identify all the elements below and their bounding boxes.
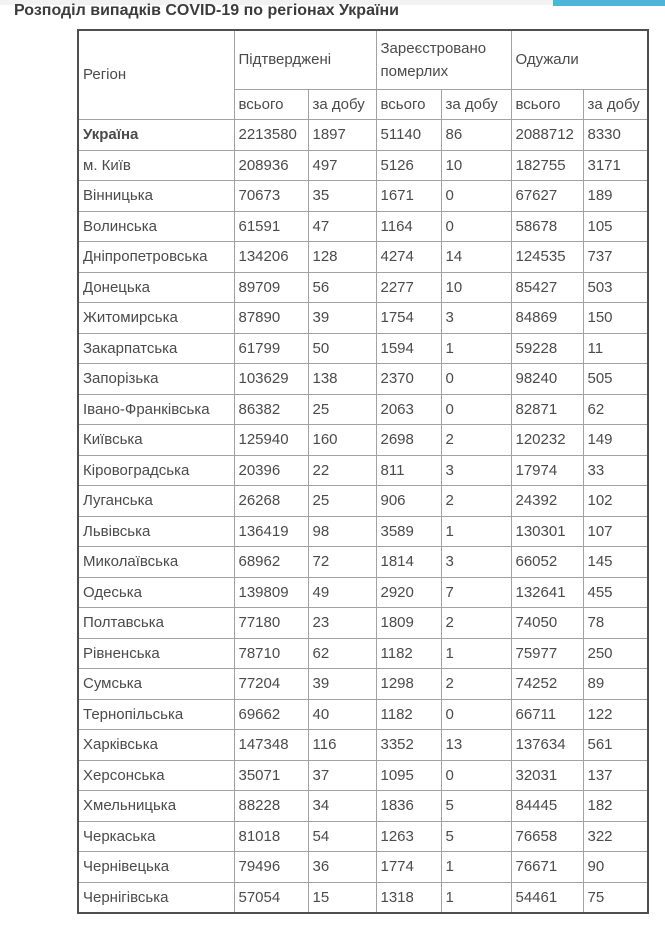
accent-bar xyxy=(553,0,665,6)
table-row xyxy=(78,669,648,700)
value-cell: 2 xyxy=(441,425,511,456)
value-cell: 77180 xyxy=(234,608,308,639)
value-cell: 322 xyxy=(583,821,648,852)
value-cell: 1 xyxy=(441,333,511,364)
value-cell: 102 xyxy=(583,486,648,517)
value-cell: 68962 xyxy=(234,547,308,578)
table-row xyxy=(78,516,648,547)
confirmed-total-subheader: всього xyxy=(234,90,308,120)
region-cell: Вінницька xyxy=(78,181,234,212)
value-cell: 7 xyxy=(441,577,511,608)
value-cell: 66052 xyxy=(511,547,583,578)
value-cell: 2920 xyxy=(376,577,441,608)
value-cell: 13 xyxy=(441,730,511,761)
value-cell: 2698 xyxy=(376,425,441,456)
value-cell: 10 xyxy=(441,272,511,303)
value-cell: 2 xyxy=(441,669,511,700)
value-cell: 47 xyxy=(308,211,376,242)
region-cell: Чернівецька xyxy=(78,852,234,883)
value-cell: 455 xyxy=(583,577,648,608)
table-row xyxy=(78,394,648,425)
value-cell: 67627 xyxy=(511,181,583,212)
covid-table xyxy=(77,29,649,914)
value-cell: 147348 xyxy=(234,730,308,761)
value-cell: 37 xyxy=(308,760,376,791)
value-cell: 84445 xyxy=(511,791,583,822)
region-cell: Херсонська xyxy=(78,760,234,791)
table-row xyxy=(78,730,648,761)
value-cell: 86382 xyxy=(234,394,308,425)
table-row xyxy=(78,425,648,456)
value-cell: 82871 xyxy=(511,394,583,425)
table-row xyxy=(78,303,648,334)
table-row xyxy=(78,181,648,212)
table-row xyxy=(78,852,648,883)
value-cell: 182 xyxy=(583,791,648,822)
value-cell: 32031 xyxy=(511,760,583,791)
value-cell: 149 xyxy=(583,425,648,456)
value-cell: 1814 xyxy=(376,547,441,578)
value-cell: 2088712 xyxy=(511,120,583,151)
value-cell: 124535 xyxy=(511,242,583,273)
region-cell: Донецька xyxy=(78,272,234,303)
value-cell: 98240 xyxy=(511,364,583,395)
region-cell: Волинська xyxy=(78,211,234,242)
value-cell: 2063 xyxy=(376,394,441,425)
value-cell: 130301 xyxy=(511,516,583,547)
value-cell: 134206 xyxy=(234,242,308,273)
value-cell: 0 xyxy=(441,394,511,425)
region-cell: Житомирська xyxy=(78,303,234,334)
value-cell: 906 xyxy=(376,486,441,517)
value-cell: 1836 xyxy=(376,791,441,822)
value-cell: 1 xyxy=(441,638,511,669)
deaths-total-subheader: всього xyxy=(376,90,441,120)
table-header xyxy=(78,30,648,120)
value-cell: 86 xyxy=(441,120,511,151)
value-cell: 59228 xyxy=(511,333,583,364)
value-cell: 75977 xyxy=(511,638,583,669)
value-cell: 57054 xyxy=(234,882,308,913)
region-cell: Закарпатська xyxy=(78,333,234,364)
value-cell: 39 xyxy=(308,669,376,700)
value-cell: 25 xyxy=(308,394,376,425)
value-cell: 1095 xyxy=(376,760,441,791)
deaths-group-header: Зареєстровано померлих xyxy=(376,30,511,90)
value-cell: 8330 xyxy=(583,120,648,151)
region-cell: Львівська xyxy=(78,516,234,547)
group-header-row xyxy=(78,30,648,90)
region-cell: Україна xyxy=(78,120,234,151)
value-cell: 61591 xyxy=(234,211,308,242)
value-cell: 26268 xyxy=(234,486,308,517)
value-cell: 87890 xyxy=(234,303,308,334)
value-cell: 250 xyxy=(583,638,648,669)
region-cell: Хмельницька xyxy=(78,791,234,822)
value-cell: 54 xyxy=(308,821,376,852)
value-cell: 120232 xyxy=(511,425,583,456)
value-cell: 737 xyxy=(583,242,648,273)
value-cell: 22 xyxy=(308,455,376,486)
value-cell: 40 xyxy=(308,699,376,730)
table-row xyxy=(78,699,648,730)
value-cell: 23 xyxy=(308,608,376,639)
value-cell: 128 xyxy=(308,242,376,273)
value-cell: 84869 xyxy=(511,303,583,334)
value-cell: 4274 xyxy=(376,242,441,273)
value-cell: 33 xyxy=(583,455,648,486)
value-cell: 2213580 xyxy=(234,120,308,151)
value-cell: 3 xyxy=(441,547,511,578)
region-cell: Миколаївська xyxy=(78,547,234,578)
value-cell: 561 xyxy=(583,730,648,761)
region-cell: Івано-Франківська xyxy=(78,394,234,425)
value-cell: 1754 xyxy=(376,303,441,334)
page-title: Розподіл випадків COVID-19 по регіонах України xyxy=(14,2,399,19)
value-cell: 1 xyxy=(441,516,511,547)
value-cell: 11 xyxy=(583,333,648,364)
region-cell: Одеська xyxy=(78,577,234,608)
value-cell: 90 xyxy=(583,852,648,883)
table-body xyxy=(78,120,648,914)
region-cell: м. Київ xyxy=(78,150,234,181)
value-cell: 116 xyxy=(308,730,376,761)
value-cell: 20396 xyxy=(234,455,308,486)
region-cell: Полтавська xyxy=(78,608,234,639)
value-cell: 70673 xyxy=(234,181,308,212)
value-cell: 137634 xyxy=(511,730,583,761)
region-cell: Луганська xyxy=(78,486,234,517)
value-cell: 10 xyxy=(441,150,511,181)
value-cell: 3 xyxy=(441,455,511,486)
value-cell: 125940 xyxy=(234,425,308,456)
value-cell: 56 xyxy=(308,272,376,303)
value-cell: 35071 xyxy=(234,760,308,791)
region-cell: Харківська xyxy=(78,730,234,761)
value-cell: 3171 xyxy=(583,150,648,181)
value-cell: 150 xyxy=(583,303,648,334)
recovered-per-day-subheader: за добу xyxy=(583,90,648,120)
table-row xyxy=(78,791,648,822)
value-cell: 5 xyxy=(441,821,511,852)
value-cell: 76671 xyxy=(511,852,583,883)
value-cell: 1671 xyxy=(376,181,441,212)
value-cell: 505 xyxy=(583,364,648,395)
value-cell: 1897 xyxy=(308,120,376,151)
value-cell: 103629 xyxy=(234,364,308,395)
value-cell: 39 xyxy=(308,303,376,334)
region-cell: Рівненська xyxy=(78,638,234,669)
value-cell: 77204 xyxy=(234,669,308,700)
region-cell: Тернопільська xyxy=(78,699,234,730)
table-row xyxy=(78,882,648,913)
value-cell: 75 xyxy=(583,882,648,913)
value-cell: 3 xyxy=(441,303,511,334)
value-cell: 66711 xyxy=(511,699,583,730)
value-cell: 85427 xyxy=(511,272,583,303)
value-cell: 1164 xyxy=(376,211,441,242)
value-cell: 1 xyxy=(441,882,511,913)
value-cell: 160 xyxy=(308,425,376,456)
table-row xyxy=(78,760,648,791)
value-cell: 811 xyxy=(376,455,441,486)
value-cell: 1 xyxy=(441,852,511,883)
value-cell: 189 xyxy=(583,181,648,212)
value-cell: 78710 xyxy=(234,638,308,669)
table-row xyxy=(78,608,648,639)
value-cell: 98 xyxy=(308,516,376,547)
region-cell: Сумська xyxy=(78,669,234,700)
table-row xyxy=(78,333,648,364)
region-cell: Кіровоградська xyxy=(78,455,234,486)
deaths-per-day-subheader: за добу xyxy=(441,90,511,120)
value-cell: 34 xyxy=(308,791,376,822)
table-row xyxy=(78,211,648,242)
value-cell: 58678 xyxy=(511,211,583,242)
table-row xyxy=(78,150,648,181)
value-cell: 132641 xyxy=(511,577,583,608)
value-cell: 76658 xyxy=(511,821,583,852)
recovered-total-subheader: всього xyxy=(511,90,583,120)
value-cell: 107 xyxy=(583,516,648,547)
table-row xyxy=(78,272,648,303)
value-cell: 35 xyxy=(308,181,376,212)
value-cell: 24392 xyxy=(511,486,583,517)
value-cell: 3352 xyxy=(376,730,441,761)
value-cell: 88228 xyxy=(234,791,308,822)
value-cell: 1594 xyxy=(376,333,441,364)
value-cell: 81018 xyxy=(234,821,308,852)
value-cell: 89 xyxy=(583,669,648,700)
table-row xyxy=(78,638,648,669)
value-cell: 2 xyxy=(441,608,511,639)
value-cell: 1182 xyxy=(376,699,441,730)
table-row xyxy=(78,120,648,151)
confirmed-per-day-subheader: за добу xyxy=(308,90,376,120)
value-cell: 0 xyxy=(441,181,511,212)
region-cell: Дніпропетровська xyxy=(78,242,234,273)
value-cell: 1774 xyxy=(376,852,441,883)
value-cell: 50 xyxy=(308,333,376,364)
value-cell: 62 xyxy=(583,394,648,425)
value-cell: 74050 xyxy=(511,608,583,639)
value-cell: 15 xyxy=(308,882,376,913)
value-cell: 208936 xyxy=(234,150,308,181)
value-cell: 61799 xyxy=(234,333,308,364)
value-cell: 145 xyxy=(583,547,648,578)
value-cell: 14 xyxy=(441,242,511,273)
table-row xyxy=(78,364,648,395)
table-row xyxy=(78,455,648,486)
value-cell: 49 xyxy=(308,577,376,608)
value-cell: 1182 xyxy=(376,638,441,669)
value-cell: 1318 xyxy=(376,882,441,913)
value-cell: 2370 xyxy=(376,364,441,395)
value-cell: 78 xyxy=(583,608,648,639)
value-cell: 0 xyxy=(441,699,511,730)
value-cell: 0 xyxy=(441,760,511,791)
confirmed-group-header: Підтверджені xyxy=(234,30,376,90)
value-cell: 1263 xyxy=(376,821,441,852)
table-row xyxy=(78,242,648,273)
value-cell: 497 xyxy=(308,150,376,181)
value-cell: 25 xyxy=(308,486,376,517)
value-cell: 122 xyxy=(583,699,648,730)
table-row xyxy=(78,821,648,852)
value-cell: 5 xyxy=(441,791,511,822)
value-cell: 2 xyxy=(441,486,511,517)
value-cell: 105 xyxy=(583,211,648,242)
value-cell: 137 xyxy=(583,760,648,791)
value-cell: 1809 xyxy=(376,608,441,639)
region-cell: Черкаська xyxy=(78,821,234,852)
value-cell: 139809 xyxy=(234,577,308,608)
value-cell: 62 xyxy=(308,638,376,669)
region-cell: Чернігівська xyxy=(78,882,234,913)
table-row xyxy=(78,486,648,517)
value-cell: 51140 xyxy=(376,120,441,151)
value-cell: 69662 xyxy=(234,699,308,730)
value-cell: 1298 xyxy=(376,669,441,700)
value-cell: 0 xyxy=(441,364,511,395)
value-cell: 136419 xyxy=(234,516,308,547)
region-column-header: Регіон xyxy=(78,30,234,120)
value-cell: 36 xyxy=(308,852,376,883)
value-cell: 5126 xyxy=(376,150,441,181)
region-cell: Київська xyxy=(78,425,234,456)
value-cell: 503 xyxy=(583,272,648,303)
table-row xyxy=(78,577,648,608)
value-cell: 74252 xyxy=(511,669,583,700)
value-cell: 79496 xyxy=(234,852,308,883)
value-cell: 54461 xyxy=(511,882,583,913)
table-row xyxy=(78,547,648,578)
value-cell: 182755 xyxy=(511,150,583,181)
value-cell: 17974 xyxy=(511,455,583,486)
value-cell: 0 xyxy=(441,211,511,242)
value-cell: 138 xyxy=(308,364,376,395)
value-cell: 89709 xyxy=(234,272,308,303)
region-cell: Запорізька xyxy=(78,364,234,395)
value-cell: 3589 xyxy=(376,516,441,547)
value-cell: 2277 xyxy=(376,272,441,303)
value-cell: 72 xyxy=(308,547,376,578)
recovered-group-header: Одужали xyxy=(511,30,648,90)
